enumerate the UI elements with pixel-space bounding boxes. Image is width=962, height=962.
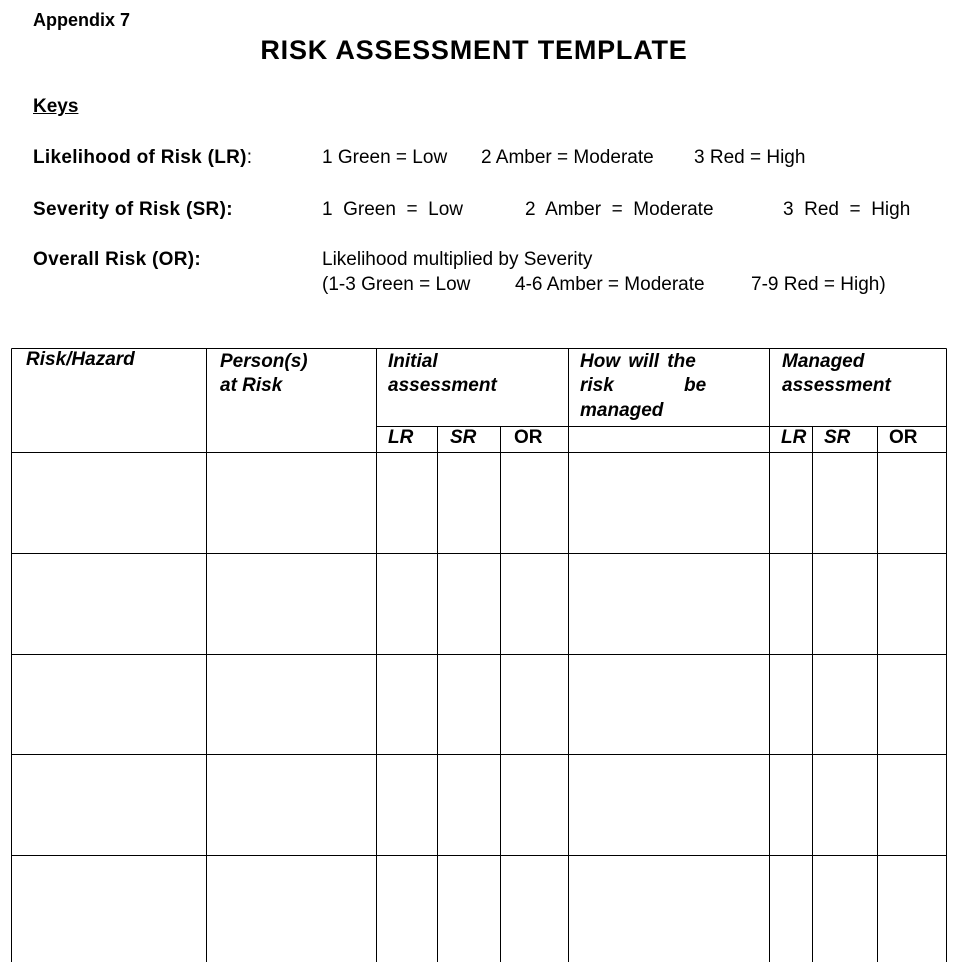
managed-lr-cell[interactable] — [770, 856, 812, 962]
initial-or-cell[interactable] — [501, 554, 568, 654]
keys-heading: Keys — [33, 96, 79, 117]
risk-hazard-cell[interactable] — [12, 856, 206, 962]
managed-lr-cell[interactable] — [770, 453, 812, 553]
risk-hazard-cell[interactable] — [12, 554, 206, 654]
persons-at-risk-cell[interactable] — [207, 655, 376, 754]
risk-hazard-cell[interactable] — [12, 453, 206, 553]
subheader-managed-sr: SR — [824, 427, 851, 448]
initial-sr-cell[interactable] — [438, 755, 500, 855]
header-how-line1: How will the — [580, 351, 696, 372]
managed-sr-cell[interactable] — [813, 755, 877, 855]
managed-sr-cell[interactable] — [813, 856, 877, 962]
overall-range-moderate: 4-6 Amber = Moderate — [515, 274, 705, 295]
severity-value-low: 1 Green = Low — [322, 199, 463, 220]
header-managed-line2: assessment — [782, 375, 891, 396]
overall-key-label: Overall Risk (OR): — [33, 249, 202, 270]
severity-value-high: 3 Red = High — [783, 199, 911, 220]
managed-or-cell[interactable] — [878, 655, 946, 754]
header-initial-line1: Initial — [388, 351, 438, 372]
how-managed-cell[interactable] — [569, 554, 769, 654]
subheader-managed-lr: LR — [781, 427, 807, 448]
header-managed-line1: Managed — [782, 351, 865, 372]
likelihood-value-low: 1 Green = Low — [322, 147, 448, 168]
likelihood-label-colon: : — [246, 147, 253, 168]
persons-at-risk-cell[interactable] — [207, 856, 376, 962]
managed-lr-cell[interactable] — [770, 655, 812, 754]
header-initial-line2: assessment — [388, 375, 497, 396]
initial-lr-cell[interactable] — [377, 554, 437, 654]
persons-at-risk-cell[interactable] — [207, 453, 376, 553]
persons-at-risk-cell[interactable] — [207, 554, 376, 654]
managed-or-cell[interactable] — [878, 755, 946, 855]
header-persons-line1: Person(s) — [220, 351, 308, 372]
managed-or-cell[interactable] — [878, 856, 946, 962]
subheader-initial-lr: LR — [388, 427, 414, 448]
managed-sr-cell[interactable] — [813, 655, 877, 754]
managed-sr-cell[interactable] — [813, 554, 877, 654]
managed-sr-cell[interactable] — [813, 453, 877, 553]
likelihood-value-moderate: 2 Amber = Moderate — [481, 147, 654, 168]
risk-hazard-cell[interactable] — [12, 755, 206, 855]
initial-or-cell[interactable] — [501, 453, 568, 553]
initial-lr-cell[interactable] — [377, 453, 437, 553]
managed-or-cell[interactable] — [878, 554, 946, 654]
managed-lr-cell[interactable] — [770, 755, 812, 855]
initial-lr-cell[interactable] — [377, 755, 437, 855]
initial-sr-cell[interactable] — [438, 453, 500, 553]
initial-sr-cell[interactable] — [438, 655, 500, 754]
header-persons-line2: at Risk — [220, 375, 283, 396]
risk-assessment-table — [11, 348, 947, 962]
severity-key-label: Severity of Risk (SR): — [33, 199, 233, 220]
initial-lr-cell[interactable] — [377, 655, 437, 754]
managed-lr-cell[interactable] — [770, 554, 812, 654]
header-how-line3: managed — [580, 400, 664, 421]
overall-formula: Likelihood multiplied by Severity — [322, 249, 593, 270]
subheader-initial-sr: SR — [450, 427, 477, 448]
header-risk-hazard: Risk/Hazard — [26, 349, 135, 370]
managed-or-cell[interactable] — [878, 453, 946, 553]
severity-value-moderate: 2 Amber = Moderate — [525, 199, 714, 220]
risk-hazard-cell[interactable] — [12, 655, 206, 754]
subheader-managed-or: OR — [889, 427, 918, 448]
header-how-line2a: risk — [580, 375, 614, 396]
subheader-initial-or: OR — [514, 427, 543, 448]
likelihood-value-high: 3 Red = High — [694, 147, 806, 168]
how-managed-cell[interactable] — [569, 856, 769, 962]
initial-or-cell[interactable] — [501, 856, 568, 962]
initial-or-cell[interactable] — [501, 755, 568, 855]
how-managed-cell[interactable] — [569, 755, 769, 855]
header-how-line2b: be — [684, 375, 707, 396]
document-title: RISK ASSESSMENT TEMPLATE — [260, 35, 688, 65]
likelihood-key-label — [33, 147, 252, 169]
overall-range-high: 7-9 Red = High) — [751, 274, 886, 295]
how-managed-cell[interactable] — [569, 655, 769, 754]
likelihood-label-text: Likelihood of Risk (LR) — [33, 147, 247, 168]
initial-sr-cell[interactable] — [438, 554, 500, 654]
initial-sr-cell[interactable] — [438, 856, 500, 962]
appendix-label: Appendix 7 — [33, 10, 131, 30]
persons-at-risk-cell[interactable] — [207, 755, 376, 855]
how-managed-cell[interactable] — [569, 453, 769, 553]
initial-lr-cell[interactable] — [377, 856, 437, 962]
overall-range-low: (1-3 Green = Low — [322, 274, 471, 295]
initial-or-cell[interactable] — [501, 655, 568, 754]
